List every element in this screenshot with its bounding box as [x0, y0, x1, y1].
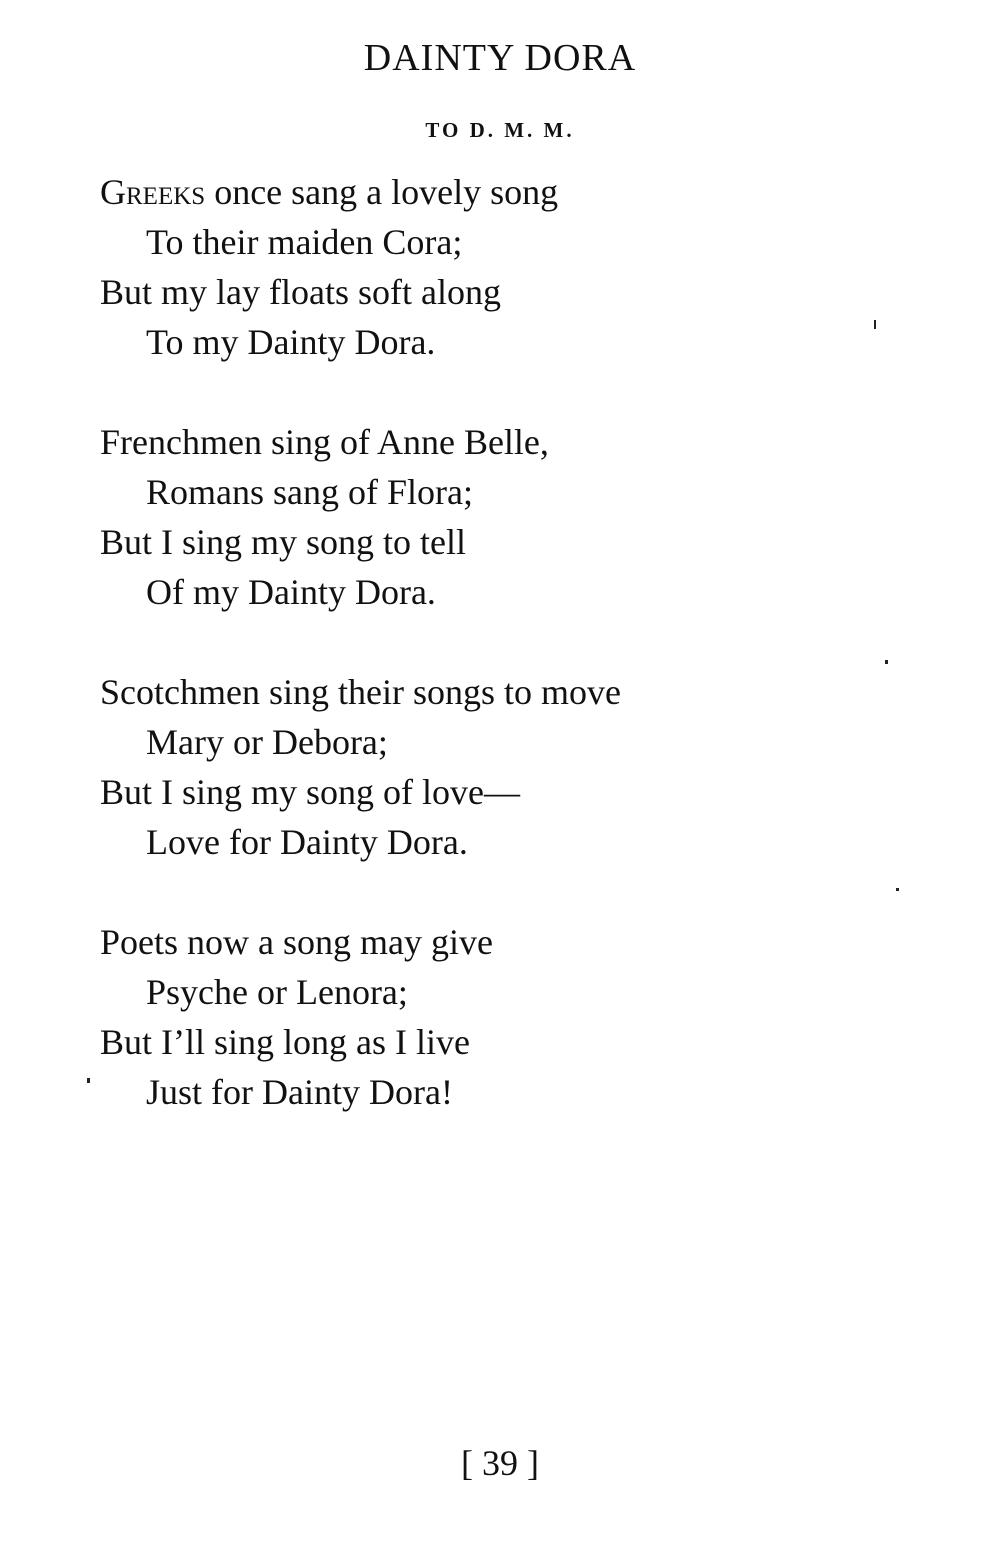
verse-line: Mary or Debora;: [146, 722, 388, 762]
scan-speck: [896, 888, 899, 891]
verse-line: But I’ll sing long as I live: [100, 1022, 470, 1062]
verse-line: Scotchmen sing their songs to move: [100, 672, 621, 712]
scan-speck: [87, 1078, 90, 1083]
verse-line: [100, 167, 860, 217]
scan-speck: [874, 320, 876, 329]
scan-speck: [885, 660, 888, 664]
verse-line: But my lay floats soft along: [100, 272, 501, 312]
verse-line: Of my Dainty Dora.: [146, 572, 436, 612]
verse-line: But I sing my song to tell: [100, 522, 467, 562]
verse-line-rest: once sang a lovely song: [205, 172, 559, 212]
verse-line: To my Dainty Dora.: [146, 322, 436, 362]
verse-line: Love for Dainty Dora.: [146, 822, 468, 862]
stanza-4: [100, 917, 860, 1117]
page-number: [ 39 ]: [461, 1443, 539, 1483]
small-caps-lead-word: Greeks: [100, 172, 206, 212]
verse-line: Psyche or Lenora;: [146, 972, 408, 1012]
stanza-3: [100, 667, 860, 867]
verse-line: To their maiden Cora;: [146, 222, 463, 262]
verse-line: Romans sang of Flora;: [146, 472, 473, 512]
stanza-2: [100, 417, 860, 617]
verse-line: But I sing my song of love—: [100, 772, 520, 812]
poem-dedication: TO D. M. M.: [425, 118, 575, 142]
stanza-1: [100, 167, 860, 367]
poem-title: DAINTY DORA: [363, 37, 637, 79]
verse-line: Poets now a song may give: [100, 922, 493, 962]
verse-line: Frenchmen sing of Anne Belle,: [100, 422, 549, 462]
verse-line: Just for Dainty Dora!: [146, 1072, 453, 1112]
